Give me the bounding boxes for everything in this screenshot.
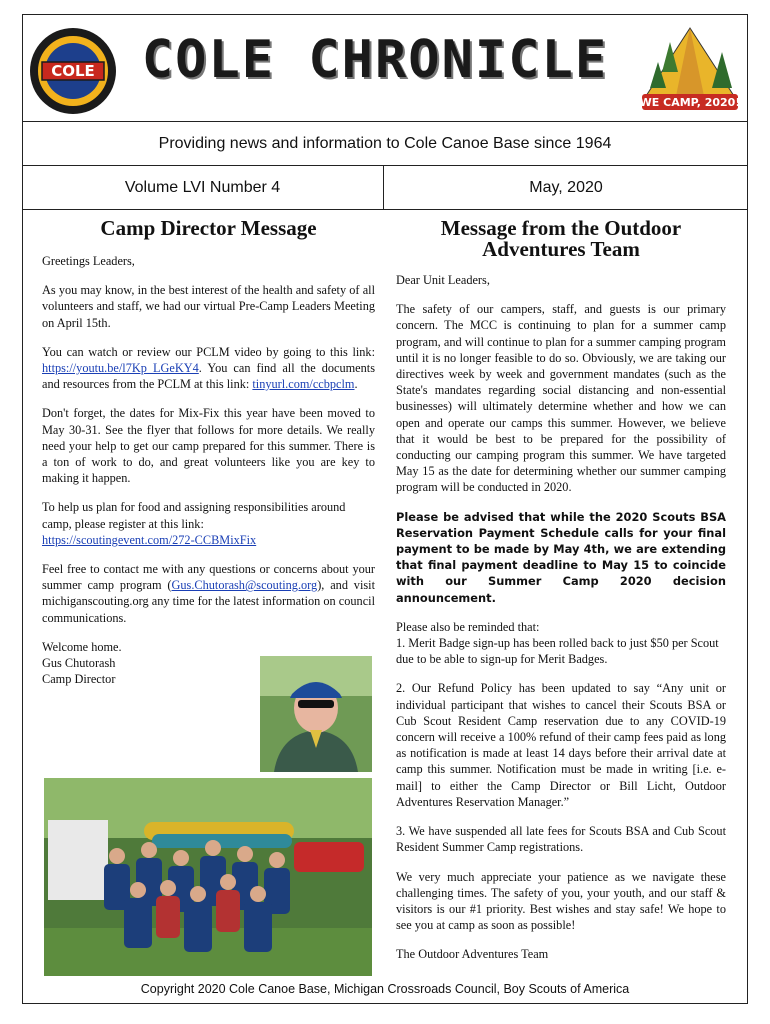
left-paragraph-2: You can watch or review our PCLM video by going to this link: https://youtu.be/l7Kp_LGeKY4. You can find all the documents and resources from the PCLM at this link: tinyurl.com/ccbpclm.: [42, 344, 375, 392]
right-paragraph-3: Please also be reminded that: 1. Merit Badge sign-up has been rolled back to just $50 per Scout due to be able to sign-up for Merit Badges.: [396, 619, 719, 667]
issue-info-row: [22, 166, 748, 210]
we-camp-2020-logo: [640, 22, 740, 118]
right-paragraph-1: The safety of our campers, staff, and guests is our primary concern. The MCC is continuing to plan for a summer camp program, and will continue to plan for a summer camping program until it is no longer feasible to do so. Obviously, we are taking our directives week by week and government mandates (such as the State's mandates regarding social distancing and non-essential businesses) will ultimately determine whether and how we can open and operate our camps this summer. However, we believe that it would be best to be prepared for the possibility of conducting our camping program this summer. We have targeted May 15 as the date for determining whether our summer camping program will be conducted in 2020.: [396, 302, 726, 495]
late-fees-paragraph: 3. We have suspended all late fees for Scouts BSA and Cub Scout Resident Summer Camp registrations.: [396, 824, 726, 855]
pclm-resources-link[interactable]: tinyurl.com/ccbpclm: [252, 377, 355, 392]
svg-text:WE CAMP, 2020!: WE CAMP, 2020!: [640, 96, 740, 109]
camp-director-heading: Camp Director Message: [100, 216, 317, 240]
contact-email-link[interactable]: Gus.Chutorash@scouting.org: [171, 578, 318, 593]
team-signature: The Outdoor Adventures Team: [396, 947, 549, 962]
copyright-footer: Copyright 2020 Cole Canoe Base, Michigan Crossroads Council, Boy Scouts of America: [140, 982, 630, 996]
tagline: Providing news and information to Cole Canoe Base since 1964: [22, 122, 748, 166]
pclm-video-link[interactable]: https://youtu.be/l7Kp_LGeKY4: [42, 361, 199, 376]
right-column: [396, 218, 726, 963]
outdoor-adventures-heading: Message from the Outdoor Adventures Team: [440, 216, 682, 261]
payment-deadline-notice: Please be advised that while the 2020 Scouts BSA Reservation Payment Schedule calls for your final payment to be made by May 4th, we are extending that final payment deadline to May 15 to coincide with our Summer Camp 2020 decision announcement.: [396, 509, 726, 605]
signature: Welcome home. Gus Chutorash Camp Director: [42, 639, 122, 687]
svg-text:COLE: COLE: [51, 62, 95, 80]
camp-director-photo: [260, 656, 372, 772]
left-column: [42, 218, 375, 687]
left-paragraph-4: To help us plan for food and assigning responsibilities around camp, please register at this link: https://scoutingevent.com/272-CCBMixFix: [42, 500, 346, 547]
volume-number: Volume LVI Number 4: [22, 166, 384, 210]
left-paragraph-5: Feel free to contact me with any questions or concerns about your summer camp program (Gus.Chutorash@scouting.org), and visit michiganscouting.org any time for the latest information on council communications.: [42, 562, 375, 625]
mix-fix-registration-link[interactable]: https://scoutingevent.com/272-CCBMixFix: [42, 532, 257, 547]
left-greeting: Greetings Leaders,: [42, 254, 135, 268]
closing-paragraph: We very much appreciate your patience as we navigate these challenging times. The safety of you, your youth, and our staff & visitors is our #1 priority. Best wishes and stay safe! We hope to see you at camp as soon as possible!: [396, 869, 726, 933]
newsletter-title: COLE CHRONICLE: [141, 30, 609, 90]
left-paragraph-1: As you may know, in the best interest of the health and safety of all volunteers and staff, we had our virtual Pre-Camp Leaders Meeting on April 15th.: [42, 283, 375, 330]
right-greeting: Dear Unit Leaders,: [396, 273, 490, 287]
scout-group-photo: [44, 778, 372, 976]
issue-date: May, 2020: [529, 179, 603, 196]
left-paragraph-3: Don't forget, the dates for Mix-Fix this year have been moved to May 30-31. See the flyer that follows for more details. We really need your help to get our camp prepared for this summer. There is a ton of work to do, and great volunteers like you are key to making it happen.: [42, 406, 375, 486]
cole-logo: [28, 26, 118, 116]
refund-policy-paragraph: 2. Our Refund Policy has been updated to say “Any unit or individual participant that wishes to cancel their Scouts BSA or Cub Scout Resident Camp reservation due to any COVID-19 concern will receive a 100% refund of their camp fees paid as long as notification is made at least 14 days before their arrival date at camp this summer. Notification must be made in writing [i.e. e-mail] to either the Camp Director or Bill Licht, Outdoor Adventures Reservation Manager.”: [396, 681, 726, 809]
